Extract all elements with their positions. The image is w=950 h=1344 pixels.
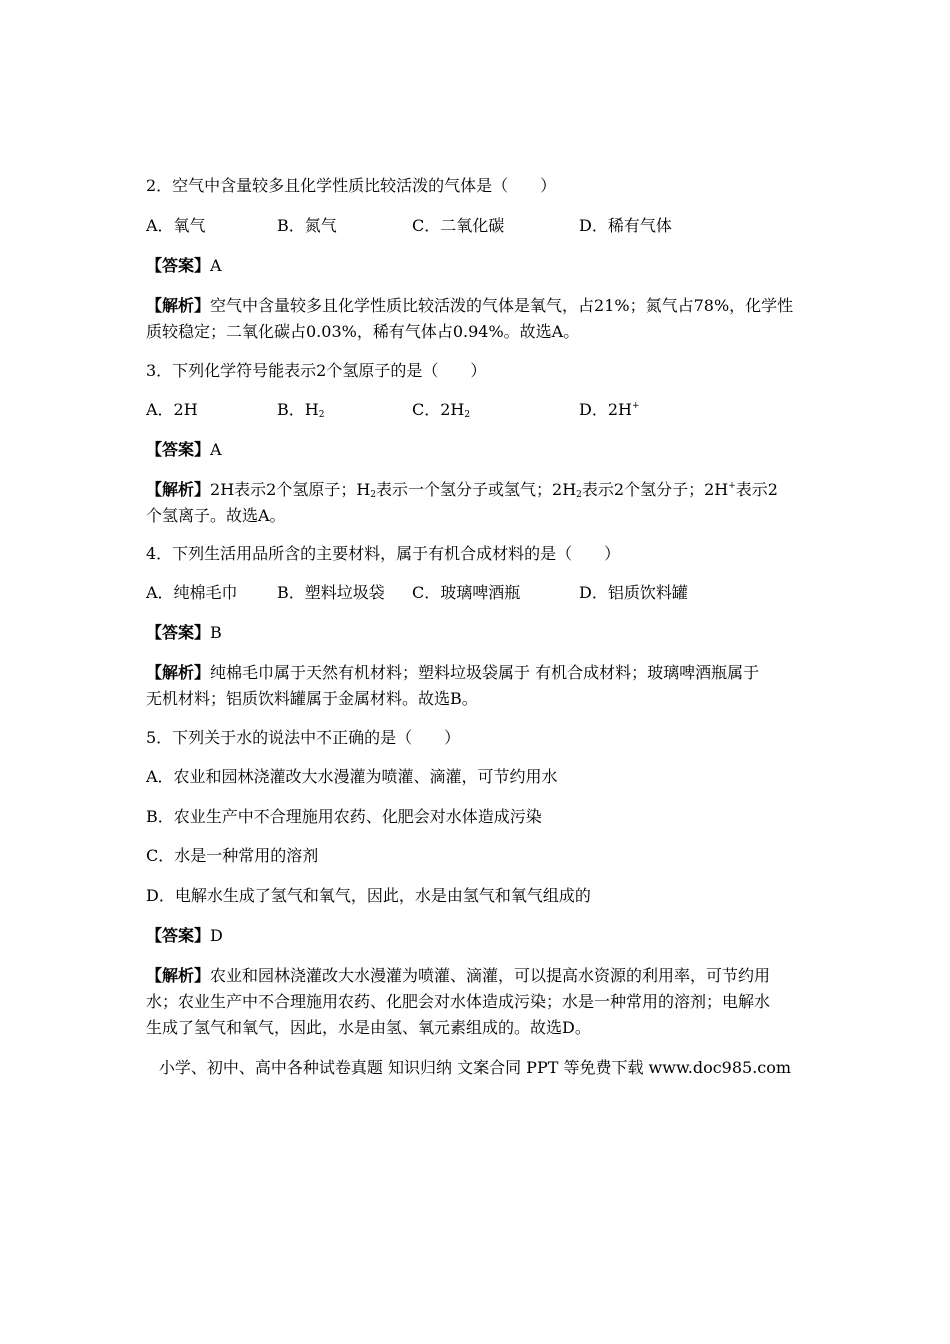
- subscript: 2: [318, 410, 325, 420]
- question-3-options: [146, 400, 811, 420]
- option-text: C．2H: [412, 400, 465, 419]
- question-5-analysis-line-2: 水；农业生产中不合理施用农药、化肥会对水体造成污染；水是一种常用的溶剂；电解水: [146, 992, 771, 1011]
- question-3-answer: [146, 440, 811, 460]
- question-4-option-d: D．铝质饮料罐: [579, 583, 688, 602]
- question-4-option-a: A．纯棉毛巾: [146, 583, 238, 602]
- question-2-stem: 2．空气中含量较多且化学性质比较活泼的气体是（ ）: [146, 176, 557, 195]
- question-2-option-d: D．稀有气体: [579, 216, 672, 235]
- question-5-answer: [146, 926, 811, 946]
- question-2-analysis-line-1: [146, 296, 811, 316]
- question-4-analysis-line-1: [146, 663, 811, 683]
- question-5-option-d: D．电解水生成了氢气和氧气，因此，水是由氢气和氧气组成的: [146, 886, 591, 905]
- question-4-options: [146, 583, 811, 603]
- question-5-option-a: A．农业和园林浇灌改大水漫灌为喷灌、滴灌，可节约用水: [146, 767, 558, 786]
- analysis-tag: 【解析】: [146, 663, 211, 682]
- question-3-option-a: A．2H: [146, 400, 198, 419]
- answer-value: A: [210, 440, 222, 459]
- question-2-options: [146, 216, 811, 236]
- analysis-text: 农业和园林浇灌改大水漫灌为喷灌、滴灌，可以提高水资源的利用率，可节约用: [210, 966, 771, 985]
- question-2-option-c: C．二氧化碳: [412, 216, 505, 235]
- answer-tag: 【答案】: [146, 440, 211, 459]
- question-3-option-d: [579, 400, 640, 420]
- analysis-text: 表示一个氢分子或氢气；2H: [376, 480, 577, 499]
- superscript: +: [728, 481, 736, 491]
- analysis-tag: 【解析】: [146, 296, 211, 315]
- question-5-option-b: B．农业生产中不合理施用农药、化肥会对水体造成污染: [146, 807, 542, 826]
- option-text: B．H: [277, 400, 319, 419]
- superscript: +: [631, 401, 640, 411]
- subscript: 2: [464, 410, 471, 420]
- question-2-answer: [146, 256, 811, 276]
- analysis-text: 2H表示2个氢原子；H: [210, 480, 371, 499]
- answer-tag: 【答案】: [146, 256, 211, 275]
- page-footer: 小学、初中、高中各种试卷真题 知识归纳 文案合同 PPT 等免费下载 www.doc985.com: [158, 1058, 792, 1077]
- analysis-text: 表示2: [735, 480, 778, 499]
- question-4-stem: 4．下列生活用品所含的主要材料，属于有机合成材料的是（ ）: [146, 544, 621, 563]
- option-text: D．2H: [579, 400, 632, 419]
- answer-value: A: [210, 256, 222, 275]
- question-4-analysis-line-2: 无机材料；铝质饮料罐属于金属材料。故选B。: [146, 689, 478, 708]
- question-3-option-c: [412, 400, 470, 420]
- question-5-stem: 5．下列关于水的说法中不正确的是（ ）: [146, 728, 461, 747]
- question-5-analysis-line-3: 生成了氢气和氧气，因此，水是由氢、氧元素组成的。故选D。: [146, 1018, 591, 1037]
- question-3-analysis-line-2: 个氢离子。故选A。: [146, 506, 286, 525]
- question-2-option-a: A．氧气: [146, 216, 206, 235]
- analysis-text: 空气中含量较多且化学性质比较活泼的气体是氧气，占21%；氮气占78%，化学性: [210, 296, 794, 315]
- subscript: 2: [576, 490, 582, 500]
- question-3-stem: 3．下列化学符号能表示2个氢原子的是（ ）: [146, 361, 487, 380]
- analysis-tag: 【解析】: [146, 966, 211, 985]
- answer-tag: 【答案】: [146, 623, 211, 642]
- question-4-option-b: B．塑料垃圾袋: [277, 583, 385, 602]
- subscript: 2: [370, 490, 377, 500]
- question-2-option-b: B．氮气: [277, 216, 337, 235]
- question-4-answer: [146, 623, 811, 643]
- question-5-analysis-line-1: [146, 966, 811, 986]
- analysis-text: 表示2个氢分子；2H: [581, 480, 729, 499]
- analysis-tag: 【解析】: [146, 480, 211, 499]
- question-2-analysis-line-2: 质较稳定；二氧化碳占0.03%，稀有气体占0.94%。故选A。: [146, 322, 580, 341]
- question-5-option-c: C．水是一种常用的溶剂: [146, 846, 319, 865]
- answer-value: D: [210, 926, 223, 945]
- question-4-option-c: C．玻璃啤酒瓶: [412, 583, 521, 602]
- question-3-option-b: [277, 400, 324, 420]
- question-3-analysis-line-1: [146, 480, 811, 500]
- answer-value: B: [210, 623, 222, 642]
- analysis-text: 纯棉毛巾属于天然有机材料；塑料垃圾袋属于 有机合成材料；玻璃啤酒瓶属于: [210, 663, 760, 682]
- answer-tag: 【答案】: [146, 926, 211, 945]
